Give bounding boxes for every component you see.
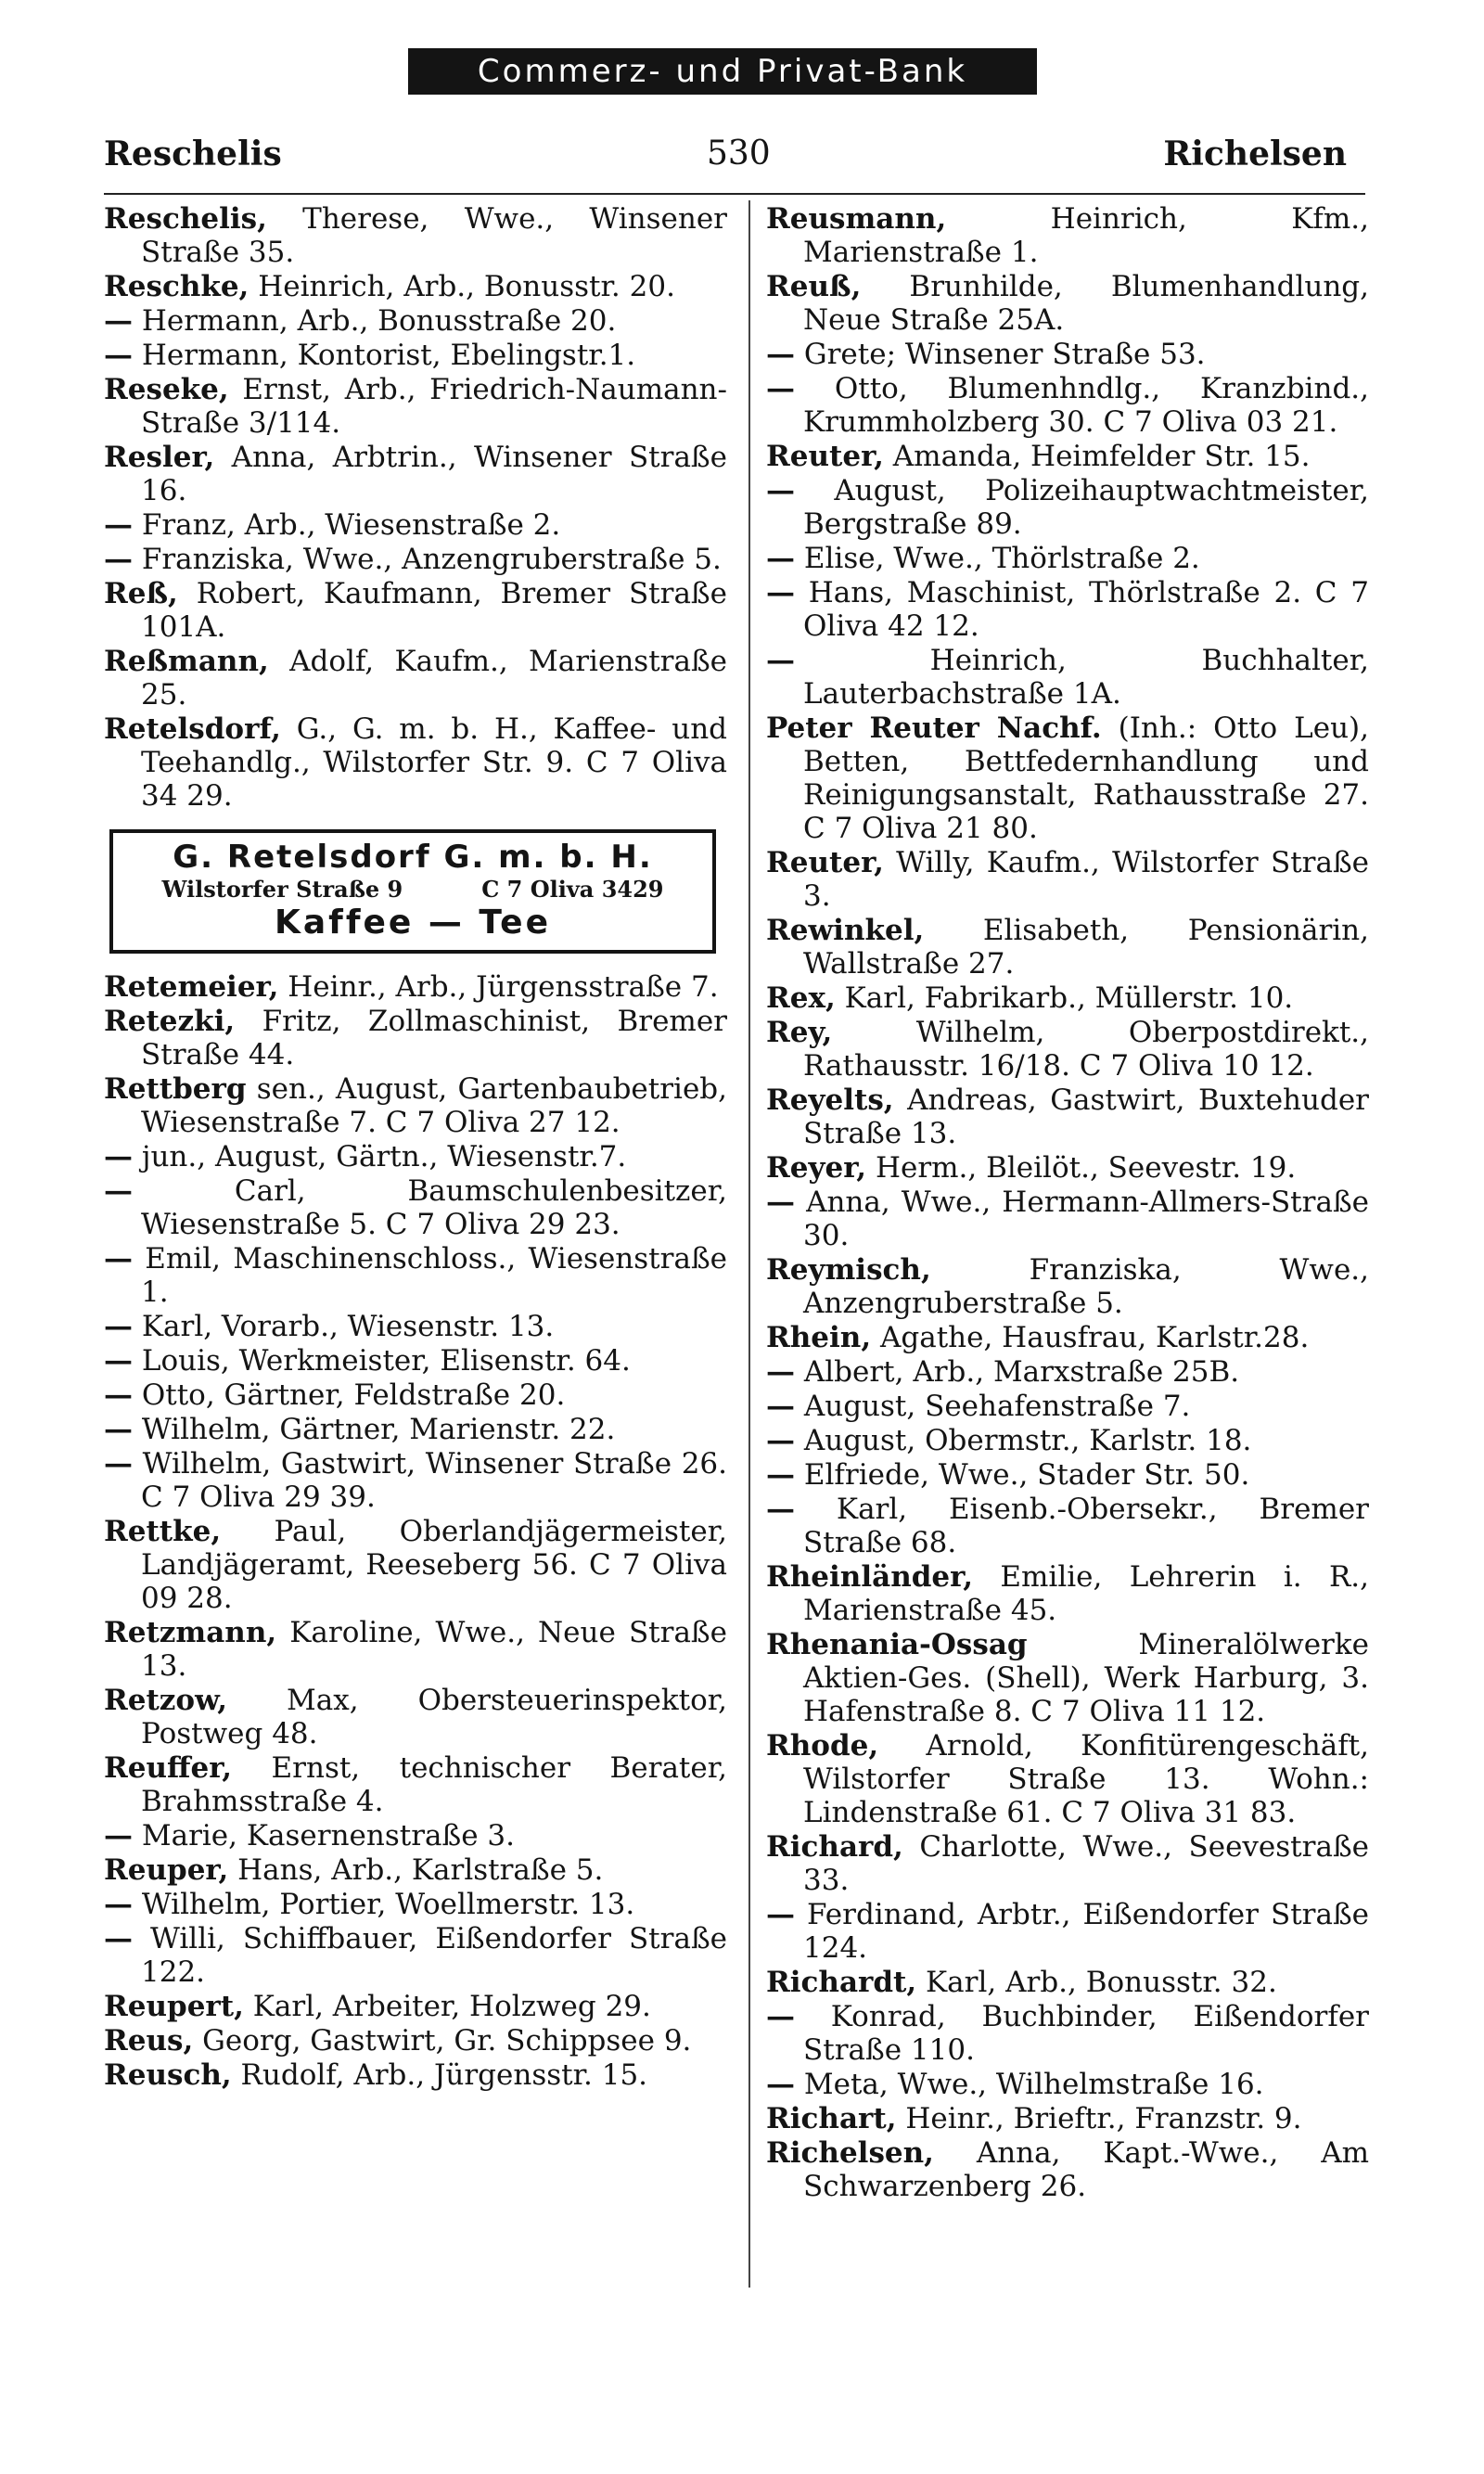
- entry-surname: Rewinkel,: [766, 914, 925, 947]
- directory-entry: [766, 1493, 1369, 1559]
- entry-details: Max, Obersteuerinspektor, Postweg 48.: [141, 1684, 727, 1750]
- directory-entry: [766, 1253, 1369, 1320]
- entry-surname: Reuper,: [104, 1853, 229, 1887]
- directory-entry: [766, 1186, 1369, 1252]
- entry-surname: Rettke,: [104, 1515, 222, 1548]
- entry-details: Elisabeth, Pensionärin, Wallstraße 27.: [803, 914, 1369, 981]
- entry-surname: —: [104, 1888, 133, 1921]
- entry-details: Hans, Maschinist, Thörlstraße 2. C 7 Oliva 42 12.: [795, 576, 1369, 643]
- directory-entry: [766, 440, 1369, 473]
- ad-street: Wilstorfer Straße 9: [161, 876, 403, 903]
- entry-surname: —: [766, 644, 795, 677]
- directory-entry: [104, 270, 727, 303]
- directory-entry: [766, 1628, 1369, 1728]
- directory-entry: [766, 1321, 1369, 1354]
- directory-entry: [104, 577, 727, 644]
- entry-surname: —: [104, 1344, 133, 1378]
- entry-details: Karl, Arbeiter, Holzweg 29.: [243, 1990, 651, 2023]
- directory-entry: [766, 1898, 1369, 1965]
- entry-surname: —: [104, 1174, 133, 1208]
- entry-details: Emil, Maschinenschloss., Wiesenstraße 1.: [133, 1242, 727, 1309]
- entry-details: Hermann, Arb., Bonusstraße 20.: [133, 304, 617, 338]
- directory-entry: [766, 711, 1369, 845]
- page-number: 530: [707, 135, 771, 173]
- entry-surname: Retelsdorf,: [104, 712, 281, 746]
- entry-surname: Rex,: [766, 981, 836, 1015]
- directory-entry: [766, 372, 1369, 439]
- entry-details: Hans, Arb., Karlstraße 5.: [228, 1853, 604, 1887]
- advertisement-box: [109, 829, 716, 954]
- entry-surname: Retzmann,: [104, 1616, 277, 1649]
- directory-entry: [766, 914, 1369, 981]
- ad-contact-row: [122, 876, 703, 904]
- right-column: [766, 202, 1369, 2204]
- directory-entry: [104, 1447, 727, 1514]
- entry-details: Georg, Gastwirt, Gr. Schippsee 9.: [193, 2024, 692, 2057]
- entry-surname: Retemeier,: [104, 970, 279, 1004]
- left-entries-bottom: [104, 970, 727, 2092]
- directory-entry: [104, 1005, 727, 1071]
- directory-entry: [766, 1083, 1369, 1150]
- entry-details: Wilhelm, Oberpostdirekt., Rathausstr. 16/18. C 7 Oliva 10 12.: [803, 1016, 1369, 1083]
- entry-surname: —: [766, 1424, 795, 1457]
- right-entries: [766, 202, 1369, 2203]
- entry-surname: Rhein,: [766, 1321, 872, 1354]
- directory-entry: [104, 2024, 727, 2057]
- directory-entry: [104, 1751, 727, 1818]
- entry-surname: —: [766, 1186, 795, 1219]
- directory-entry: [104, 1819, 727, 1852]
- entry-surname: Reyelts,: [766, 1083, 894, 1117]
- entry-surname: Rhenania-Ossag: [766, 1628, 1028, 1661]
- entry-surname: Retzow,: [104, 1684, 228, 1717]
- directory-entry: [766, 1390, 1369, 1423]
- entry-surname: Reschelis,: [104, 202, 267, 236]
- entry-surname: —: [104, 508, 133, 542]
- directory-entry: [104, 1310, 727, 1343]
- directory-entry: [104, 1378, 727, 1412]
- entry-surname: Richart,: [766, 2102, 897, 2135]
- entry-surname: Reuter,: [766, 440, 884, 473]
- directory-entry: [104, 1072, 727, 1139]
- entry-details: Karl, Fabrikarb., Müllerstr. 10.: [835, 981, 1294, 1015]
- entry-surname: —: [104, 304, 133, 338]
- entry-surname: Reuter,: [766, 846, 884, 879]
- ad-phone: C 7 Oliva 3429: [481, 876, 664, 903]
- entry-details: Herm., Bleilöt., Seevestr. 19.: [866, 1151, 1297, 1185]
- directory-entry: [104, 1344, 727, 1378]
- entry-details: August, Seehafenstraße 7.: [795, 1390, 1191, 1423]
- entry-surname: Peter Reuter Nachf.: [766, 711, 1102, 745]
- entry-details: Otto, Blumenhndlg., Kranzbind., Krummholzberg 30. C 7 Oliva 03 21.: [795, 372, 1369, 439]
- entry-surname: —: [104, 1819, 133, 1852]
- entry-details: Elise, Wwe., Thörlstraße 2.: [795, 542, 1200, 575]
- entry-details: Franz, Arb., Wiesenstraße 2.: [133, 508, 561, 542]
- entry-details: Meta, Wwe., Wilhelmstraße 16.: [795, 2068, 1264, 2101]
- entry-surname: Richelsen,: [766, 2136, 934, 2170]
- entry-surname: —: [766, 474, 795, 507]
- entry-details: Heinr., Brieftr., Franzstr. 9.: [896, 2102, 1302, 2135]
- directory-entry: [766, 846, 1369, 913]
- entry-surname: Reschke,: [104, 270, 249, 303]
- entry-surname: Rey,: [766, 1016, 833, 1049]
- directory-entry: [104, 1242, 727, 1309]
- entry-surname: —: [766, 576, 795, 609]
- directory-entry: [766, 2136, 1369, 2203]
- directory-entry: [104, 1515, 727, 1615]
- entry-surname: Reyer,: [766, 1151, 867, 1185]
- entry-surname: Reupert,: [104, 1990, 244, 2023]
- bank-banner: Commerz- und Privat-Bank: [408, 48, 1037, 95]
- entry-details: Anna, Kapt.-Wwe., Am Schwarzenberg 26.: [803, 2136, 1369, 2203]
- directory-entry: [766, 1458, 1369, 1492]
- directory-entry: [104, 712, 727, 813]
- entry-details: (Inh.: Otto Leu), Betten, Bettfedernhandlung und Reinigungsanstalt, Rathausstraße 27. C 7 Oliva 21 80.: [803, 711, 1369, 845]
- entry-surname: —: [766, 338, 795, 371]
- entry-surname: —: [766, 2000, 795, 2033]
- entry-details: Karl, Vorarb., Wiesenstr. 13.: [133, 1310, 555, 1343]
- left-column: [104, 202, 727, 2093]
- entry-surname: Rettberg: [104, 1072, 247, 1106]
- entry-details: Agathe, Hausfrau, Karlstr.28.: [871, 1321, 1310, 1354]
- entry-details: Brunhilde, Blumenhandlung, Neue Straße 25A.: [803, 270, 1369, 337]
- entry-surname: —: [766, 1390, 795, 1423]
- entry-surname: Reymisch,: [766, 1253, 931, 1287]
- directory-entry: [104, 1684, 727, 1750]
- entry-details: Franziska, Wwe., Anzengruberstraße 5.: [133, 543, 722, 576]
- entry-surname: —: [104, 543, 133, 576]
- entry-surname: —: [766, 2068, 795, 2101]
- directory-entry: [766, 1355, 1369, 1389]
- entry-details: Karl, Eisenb.-Obersekr., Bremer Straße 68.: [795, 1493, 1369, 1559]
- entry-details: Anna, Arbtrin., Winsener Straße 16.: [141, 441, 727, 507]
- entry-surname: —: [766, 1898, 795, 1931]
- entry-surname: —: [766, 1493, 795, 1526]
- directory-entry: [766, 1729, 1369, 1829]
- entry-details: Wilhelm, Gärtner, Marienstr. 22.: [133, 1413, 616, 1446]
- directory-entry: [104, 1990, 727, 2023]
- entry-surname: Richardt,: [766, 1966, 917, 1999]
- entry-surname: —: [766, 372, 795, 405]
- running-head-left: Reschelis: [104, 135, 282, 173]
- directory-entry: [104, 304, 727, 338]
- entry-details: sen., August, Gartenbaubetrieb, Wiesenstraße 7. C 7 Oliva 27 12.: [141, 1072, 727, 1139]
- directory-entry: [766, 2000, 1369, 2067]
- directory-entry: [766, 338, 1369, 371]
- ad-goods: Kaffee — Tee: [274, 904, 552, 942]
- entry-details: Andreas, Gastwirt, Buxtehuder Straße 13.: [803, 1083, 1369, 1150]
- directory-entry: [104, 645, 727, 711]
- directory-entry: [104, 1413, 727, 1446]
- directory-entry: [766, 2102, 1369, 2135]
- entry-details: Robert, Kaufmann, Bremer Straße 101A.: [141, 577, 727, 644]
- entry-surname: —: [104, 339, 133, 372]
- entry-details: Albert, Arb., Marxstraße 25B.: [795, 1355, 1240, 1389]
- directory-entry: [104, 1922, 727, 1989]
- entry-details: Heinrich, Arb., Bonusstr. 20.: [249, 270, 675, 303]
- entry-details: Wilhelm, Portier, Woellmerstr. 13.: [133, 1888, 635, 1921]
- entry-surname: Reßmann,: [104, 645, 269, 678]
- directory-entry: [766, 270, 1369, 337]
- directory-entry: [766, 1560, 1369, 1627]
- entry-surname: Richard,: [766, 1830, 903, 1864]
- directory-entry: [766, 2068, 1369, 2101]
- entry-details: Ferdinand, Arbtr., Eißendorfer Straße 124.: [795, 1898, 1369, 1965]
- entry-surname: Reusch,: [104, 2058, 232, 2092]
- entry-surname: Reseke,: [104, 373, 229, 406]
- entry-details: Heinrich, Buchhalter, Lauterbachstraße 1A.: [795, 644, 1369, 711]
- entry-details: Amanda, Heimfelder Str. 15.: [883, 440, 1311, 473]
- entry-details: jun., August, Gärtn., Wiesenstr.7.: [133, 1140, 627, 1173]
- directory-entry: [104, 1888, 727, 1921]
- entry-surname: —: [104, 1378, 133, 1412]
- entry-details: Rudolf, Arb., Jürgensstr. 15.: [231, 2058, 648, 2092]
- entry-details: Heinr., Arb., Jürgensstraße 7.: [278, 970, 719, 1004]
- directory-entry: [766, 542, 1369, 575]
- directory-entry: [104, 339, 727, 372]
- directory-entry: [104, 543, 727, 576]
- entry-surname: Reß,: [104, 577, 178, 610]
- entry-details: Arnold, Konfitürengeschäft, Wilstorfer Straße 13. Wohn.: Lindenstraße 61. C 7 Oliva 31 83.: [803, 1729, 1369, 1829]
- entry-details: Otto, Gärtner, Feldstraße 20.: [133, 1378, 566, 1412]
- directory-entry: [104, 1174, 727, 1241]
- directory-entry: [104, 970, 727, 1004]
- entry-details: Emilie, Lehrerin i. R., Marienstraße 45.: [803, 1560, 1369, 1627]
- directory-entry: [104, 1616, 727, 1683]
- ad-title: G. Retelsdorf G. m. b. H.: [173, 839, 653, 876]
- entry-surname: Rhode,: [766, 1729, 879, 1763]
- directory-entry: [766, 981, 1369, 1015]
- directory-entry: [104, 1140, 727, 1173]
- entry-details: Konrad, Buchbinder, Eißendorfer Straße 110.: [795, 2000, 1369, 2067]
- entry-details: Wilhelm, Gastwirt, Winsener Straße 26. C 7 Oliva 29 39.: [133, 1447, 727, 1514]
- entry-surname: Reuß,: [766, 270, 862, 303]
- column-divider: [748, 200, 750, 2288]
- entry-surname: Resler,: [104, 441, 215, 474]
- directory-entry: [766, 1151, 1369, 1185]
- entry-surname: Reusmann,: [766, 202, 947, 236]
- directory-entry: [104, 441, 727, 507]
- entry-surname: Reus,: [104, 2024, 194, 2057]
- directory-entry: [104, 202, 727, 269]
- entry-details: Hermann, Kontorist, Ebelingstr.1.: [133, 339, 636, 372]
- directory-entry: [104, 373, 727, 440]
- entry-details: Charlotte, Wwe., Seevestraße 33.: [803, 1830, 1369, 1897]
- entry-details: Carl, Baumschulenbesitzer, Wiesenstraße 5. C 7 Oliva 29 23.: [133, 1174, 727, 1241]
- entry-surname: Reuffer,: [104, 1751, 233, 1785]
- entry-details: Adolf, Kaufm., Marienstraße 25.: [141, 645, 727, 711]
- entry-details: G., G. m. b. H., Kaffee- und Teehandlg., Wilstorfer Str. 9. C 7 Oliva 34 29.: [141, 712, 727, 813]
- entry-details: Franziska, Wwe., Anzengruberstraße 5.: [803, 1253, 1369, 1320]
- entry-details: Karoline, Wwe., Neue Straße 13.: [141, 1616, 727, 1683]
- entry-surname: —: [104, 1140, 133, 1173]
- directory-entry: [766, 1424, 1369, 1457]
- directory-entry: [766, 1016, 1369, 1083]
- entry-details: Grete; Winsener Straße 53.: [795, 338, 1206, 371]
- entry-details: Marie, Kasernenstraße 3.: [133, 1819, 516, 1852]
- entry-surname: —: [766, 1458, 795, 1492]
- entry-surname: —: [104, 1447, 133, 1481]
- directory-entry: [104, 508, 727, 542]
- entry-surname: —: [104, 1242, 133, 1275]
- entry-details: August, Obermstr., Karlstr. 18.: [795, 1424, 1252, 1457]
- entry-details: Anna, Wwe., Hermann-Allmers-Straße 30.: [795, 1186, 1369, 1252]
- running-head-right: Richelsen: [1163, 135, 1347, 173]
- directory-entry: [104, 1853, 727, 1887]
- header-rule: [104, 193, 1365, 195]
- directory-entry: [104, 2058, 727, 2092]
- entry-details: Fritz, Zollmaschinist, Bremer Straße 44.: [141, 1005, 727, 1071]
- directory-entry: [766, 1830, 1369, 1897]
- entry-details: August, Polizeihauptwachtmeister, Bergstraße 89.: [795, 474, 1369, 541]
- entry-surname: —: [104, 1922, 133, 1955]
- entry-details: Willy, Kaufm., Wilstorfer Straße 3.: [803, 846, 1369, 913]
- directory-entry: [766, 576, 1369, 643]
- directory-entry: [766, 1966, 1369, 1999]
- entry-surname: —: [766, 542, 795, 575]
- left-entries-top: [104, 202, 727, 813]
- entry-details: Ernst, technischer Berater, Brahmsstraße 4.: [141, 1751, 727, 1818]
- directory-entry: [766, 644, 1369, 711]
- entry-surname: —: [766, 1355, 795, 1389]
- entry-details: Therese, Wwe., Winsener Straße 35.: [141, 202, 727, 269]
- entry-surname: —: [104, 1413, 133, 1446]
- entry-details: Mineralölwerke Aktien-Ges. (Shell), Werk Harburg, 3. Hafenstraße 8. C 7 Oliva 11 12.: [803, 1628, 1369, 1728]
- entry-details: Heinrich, Kfm., Marienstraße 1.: [803, 202, 1369, 269]
- directory-entry: [766, 202, 1369, 269]
- entry-details: Ernst, Arb., Friedrich-Naumann-Straße 3/114.: [141, 373, 727, 440]
- entry-details: Willi, Schiffbauer, Eißendorfer Straße 122.: [133, 1922, 727, 1989]
- entry-details: Karl, Arb., Bonusstr. 32.: [916, 1966, 1277, 1999]
- entry-details: Louis, Werkmeister, Elisenstr. 64.: [133, 1344, 631, 1378]
- directory-entry: [766, 474, 1369, 541]
- entry-details: Paul, Oberlandjägermeister, Landjägeramt, Reeseberg 56. C 7 Oliva 09 28.: [141, 1515, 727, 1615]
- entry-surname: Retezki,: [104, 1005, 236, 1038]
- entry-surname: Rheinländer,: [766, 1560, 974, 1594]
- entry-details: Elfriede, Wwe., Stader Str. 50.: [795, 1458, 1250, 1492]
- entry-surname: —: [104, 1310, 133, 1343]
